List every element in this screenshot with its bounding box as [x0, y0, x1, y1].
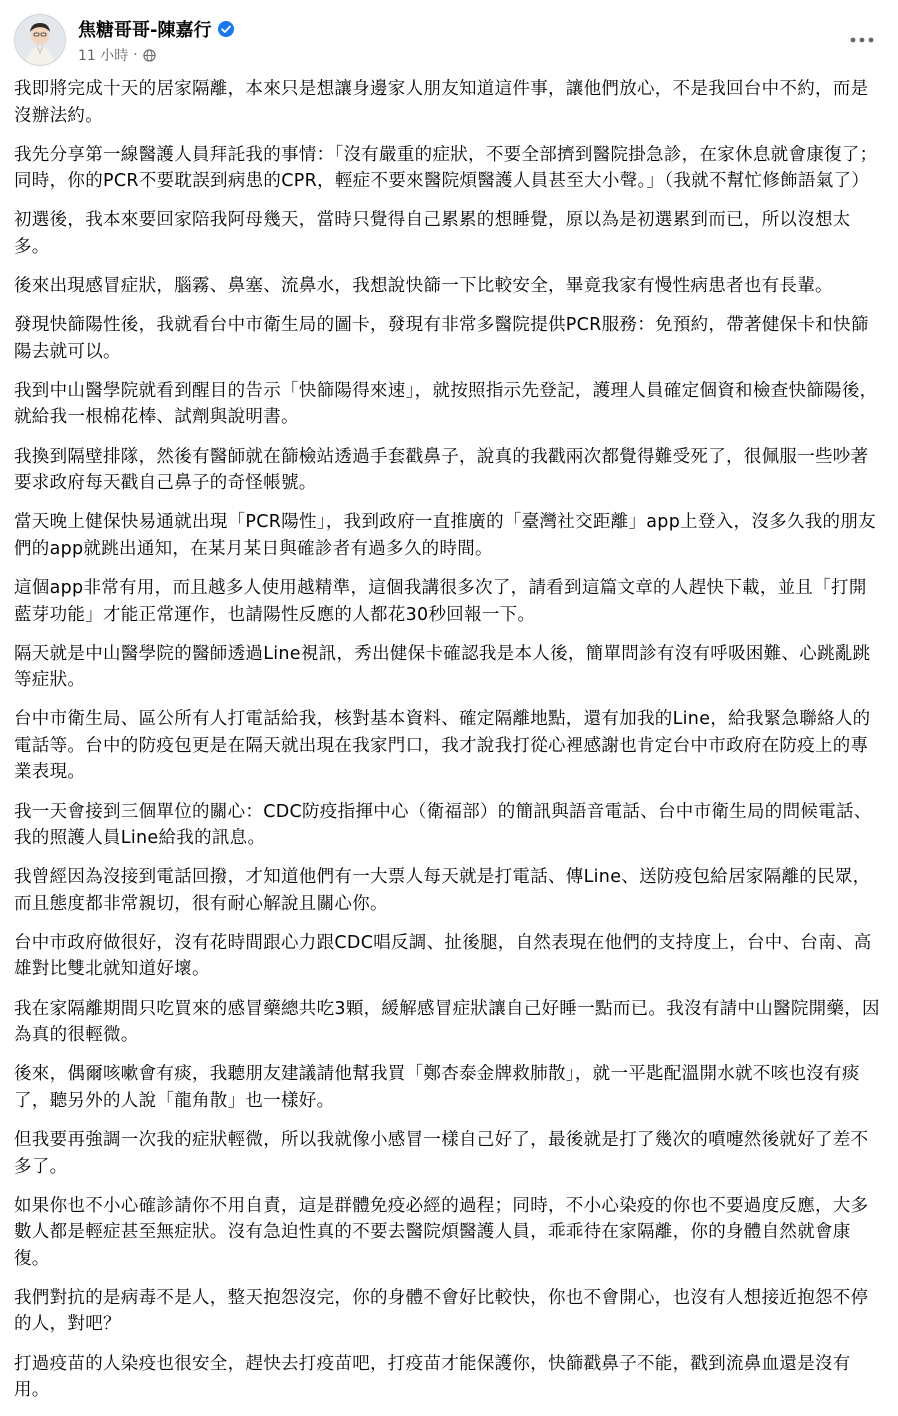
post-meta: [78, 45, 156, 65]
post-paragraph: 當天晚上健保快易通就出現「PCR陽性」，我到政府一直推廣的「臺灣社交距離」app上登入，沒多久我的朋友們的app就跳出通知，在某月某日與確診者有過多久的時間。: [14, 512, 876, 559]
post-paragraph: 我們對抗的是病毒不是人，整天抱怨沒完，你的身體不會好比較快，你也不會開心，也沒有人想接近抱怨不停的人，對吧？: [14, 1287, 869, 1335]
globe-icon[interactable]: [143, 49, 156, 62]
post-paragraph: 我即將完成十天的居家隔離，本來只是想讓身邊家人朋友知道這件事，讓他們放心，不是我回台中不約，而是沒辦法約。: [14, 79, 869, 126]
post-paragraph: 我到中山醫學院就看到醒目的告示「快篩陽得來速」，就按照指示先登記，護理人員確定個資和檢查快篩陽後，就給我一根棉花棒、試劑與說明書。: [14, 380, 878, 428]
post-paragraph: 台中市政府做很好，沒有花時間跟心力跟CDC唱反調、扯後腿，自然表現在他們的支持度上，台中、台南、高雄對比雙北就知道好壞。: [14, 932, 872, 980]
more-options-button[interactable]: [844, 22, 880, 58]
post-paragraph: 我換到隔壁排隊，然後有醫師就在篩檢站透過手套戳鼻子，說真的我戳兩次都覺得難受死了，很佩服一些吵著要求政府每天戳自己鼻子的奇怪帳號。: [14, 446, 869, 494]
post-paragraph: 初選後，我本來要回家陪我阿母幾天，當時只覺得自己累累的想睡覺，原以為是初選累到而已，所以沒想太多。: [14, 210, 851, 257]
post-paragraph: 發現快篩陽性後，我就看台中市衛生局的圖卡，發現有非常多醫院提供PCR服務：免預約，帶著健保卡和快篩陽去就可以。: [14, 315, 869, 362]
author-name[interactable]: 焦糖哥哥-陳嘉行: [78, 20, 212, 41]
author-name-row: [78, 16, 235, 42]
meta-separator: ·: [133, 47, 138, 63]
more-horizontal-icon: [850, 37, 874, 43]
author-avatar[interactable]: [14, 14, 66, 66]
post-paragraph: 這個app非常有用，而且越多人使用越精準，這個我講很多次了，請看到這篇文章的人趕快下載，並且「打開藍芽功能」才能正常運作，也請陽性反應的人都花30秒回報一下。: [14, 578, 867, 625]
post-paragraph: 打過疫苗的人染疫也很安全，趕快去打疫苗吧，打疫苗才能保護你，快篩戳鼻子不能，戳到流鼻血還是沒有用。: [14, 1353, 851, 1401]
post-paragraph: 我先分享第一線醫護人員拜託我的事情：「沒有嚴重的症狀，不要全部擠到醫院掛急診，在家休息就會康復了；同時，你的PCR不要耽誤到病患的CPR，輕症不要來醫院煩醫護人員甚至大小聲。」（我就不幫忙修飾語氣了）: [14, 144, 878, 192]
post-paragraph: 我一天會接到三個單位的關心：CDC防疫指揮中心（衛福部）的簡訊與語音電話、台中市衛生局的問候電話、我的照護人員Line給我的訊息。: [14, 801, 872, 849]
post-paragraph: 隔天就是中山醫學院的醫師透過Line視訊，秀出健保卡確認我是本人後，簡單問診有沒有呼吸困難、心跳亂跳等症狀。: [14, 643, 871, 691]
post-paragraph: 我曾經因為沒接到電話回撥，才知道他們有一大票人每天就是打電話、傳Line、送防疫包給居家隔離的民眾，而且態度都非常親切，很有耐心解說且關心你。: [14, 867, 871, 914]
post-timestamp[interactable]: 11 小時: [78, 48, 129, 64]
post-header: [14, 12, 884, 68]
verified-badge-icon: [217, 20, 235, 38]
avatar-image: [15, 15, 65, 65]
post-body: [14, 76, 882, 1416]
post-paragraph: 台中市衛生局、區公所有人打電話給我，核對基本資料、確定隔離地點，還有加我的Line，給我緊急聯絡人的電話等。台中的防疫包更是在隔天就出現在我家門口，我才說我打從心裡感謝也肯定台中市政府在防疫上的專業表現。: [14, 709, 871, 783]
post-paragraph: 後來出現感冒症狀，腦霧、鼻塞、流鼻水，我想說快篩一下比較安全，畢竟我家有慢性病患者也有長輩。: [14, 276, 833, 297]
post-paragraph: 如果你也不小心確診請你不用自責，這是群體免疫必經的過程；同時，不小心染疫的你也不要過度反應，大多數人都是輕症甚至無症狀。沒有急迫性真的不要去醫院煩醫護人員，乖乖待在家隔離，你的身體自然就會康復。: [14, 1195, 869, 1269]
post-paragraph: 後來，偶爾咳嗽會有痰，我聽朋友建議請他幫我買「鄭杏泰金牌救肺散」，就一平匙配溫開水就不咳也沒有痰了，聽另外的人說「龍角散」也一樣好。: [14, 1064, 860, 1111]
post-paragraph: 但我要再強調一次我的症狀輕微，所以我就像小感冒一樣自己好了，最後就是打了幾次的噴嚏然後就好了差不多了。: [14, 1130, 869, 1177]
post-paragraph: 我在家隔離期間只吃買來的感冒藥總共吃3顆，緩解感冒症狀讓自己好睡一點而已。我沒有請中山醫院開藥，因為真的很輕微。: [14, 998, 880, 1046]
